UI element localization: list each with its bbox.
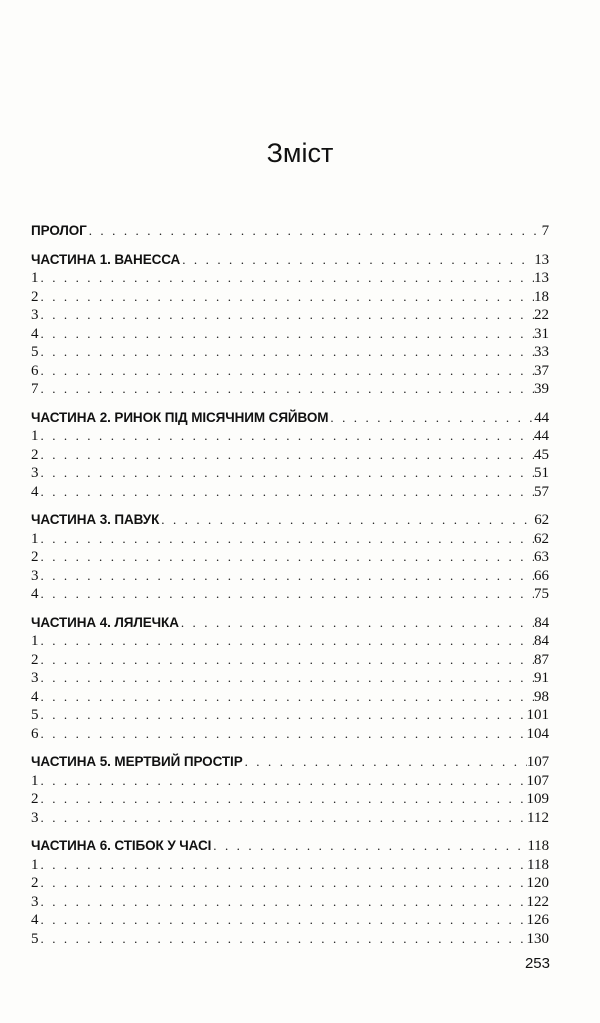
toc-entry[interactable] xyxy=(31,380,549,399)
toc-section xyxy=(31,837,549,948)
dot-leader xyxy=(41,688,535,707)
toc-page-number: 87 xyxy=(534,651,549,668)
toc-page-number: 75 xyxy=(534,586,549,602)
toc-page-number: 22 xyxy=(534,307,549,323)
toc-entry-label: 4 xyxy=(31,483,39,500)
dot-leader xyxy=(41,325,535,344)
toc-heading[interactable] xyxy=(31,222,549,241)
dot-leader xyxy=(41,362,535,381)
toc-section xyxy=(31,222,549,241)
toc-page-number: 44 xyxy=(534,409,549,426)
toc-page-number: 62 xyxy=(534,512,549,528)
toc-entry-label: 3 xyxy=(31,670,39,686)
dot-leader xyxy=(41,548,535,567)
toc-entry[interactable] xyxy=(31,772,549,791)
dot-leader xyxy=(41,772,527,791)
dot-leader xyxy=(41,288,535,307)
toc-page-number: 109 xyxy=(526,791,549,807)
dot-leader xyxy=(41,306,535,325)
dot-leader xyxy=(41,651,535,670)
toc-page-number: 33 xyxy=(534,344,549,360)
toc-page-number: 98 xyxy=(534,688,549,705)
toc-entry[interactable] xyxy=(31,567,549,586)
toc-entry[interactable] xyxy=(31,306,549,325)
toc-page-number: 118 xyxy=(527,856,549,873)
toc-entry[interactable] xyxy=(31,483,549,502)
toc-heading-label: ЧАСТИНА 4. ЛЯЛЕЧКА xyxy=(31,614,179,630)
toc-heading[interactable] xyxy=(31,409,549,428)
toc-entry[interactable] xyxy=(31,930,549,949)
toc-entry[interactable] xyxy=(31,911,549,930)
toc-entry[interactable] xyxy=(31,464,549,483)
toc-entry[interactable] xyxy=(31,669,549,688)
toc-section xyxy=(31,409,549,502)
toc-entry-label: 5 xyxy=(31,344,39,360)
dot-leader xyxy=(161,511,534,530)
toc-entry[interactable] xyxy=(31,343,549,362)
dot-leader xyxy=(41,567,535,586)
dot-leader xyxy=(41,930,527,949)
toc-page-number: 126 xyxy=(526,912,549,928)
toc-entry-label: 4 xyxy=(31,325,39,342)
toc-page-number: 13 xyxy=(534,251,549,268)
toc-heading-label: ЧАСТИНА 5. МЕРТВИЙ ПРОСТІР xyxy=(31,754,243,769)
toc-entry[interactable] xyxy=(31,427,549,446)
toc-entry[interactable] xyxy=(31,893,549,912)
toc-entry[interactable] xyxy=(31,548,549,567)
toc-entry-label: 1 xyxy=(31,856,39,873)
dot-leader xyxy=(41,585,535,604)
dot-leader xyxy=(213,837,527,856)
toc-entry-label: 1 xyxy=(31,772,39,789)
dot-leader xyxy=(41,856,528,875)
toc-entry-label: 1 xyxy=(31,428,39,444)
toc-entry-label: 2 xyxy=(31,791,39,807)
dot-leader xyxy=(41,725,527,744)
toc-page-number: 31 xyxy=(534,325,549,342)
toc-page-number: 63 xyxy=(534,549,549,565)
dot-leader xyxy=(41,669,535,688)
toc-page-number: 84 xyxy=(534,633,549,649)
toc-entry[interactable] xyxy=(31,856,549,875)
dot-leader xyxy=(41,632,535,651)
toc-entry-label: 2 xyxy=(31,549,39,565)
toc-page-number: 57 xyxy=(534,483,549,500)
toc-entry-label: 2 xyxy=(31,875,39,891)
toc-heading-label: ЧАСТИНА 1. ВАНЕССА xyxy=(31,251,181,267)
toc-entry[interactable] xyxy=(31,632,549,651)
dot-leader xyxy=(41,427,535,446)
dot-leader xyxy=(89,222,542,241)
toc-entry-label: 7 xyxy=(31,381,39,397)
toc-heading-label: ЧАСТИНА 2. РИНОК ПІД МІСЯЧНИМ СЯЙВОМ xyxy=(31,409,329,425)
dot-leader xyxy=(41,809,528,828)
toc-heading[interactable] xyxy=(31,251,549,270)
toc-entry-label: 6 xyxy=(31,362,39,379)
dot-leader xyxy=(182,251,534,270)
toc-entry-label: 2 xyxy=(31,446,39,463)
dot-leader xyxy=(41,464,535,483)
toc-heading[interactable] xyxy=(31,753,549,772)
toc-entry[interactable] xyxy=(31,874,549,893)
toc-entry[interactable] xyxy=(31,706,549,725)
toc-entry-label: 3 xyxy=(31,307,39,323)
toc-entry-label: 2 xyxy=(31,288,39,305)
toc-entry-label: 3 xyxy=(31,465,39,481)
toc-section xyxy=(31,251,549,399)
toc-heading[interactable] xyxy=(31,511,549,530)
toc-entry[interactable] xyxy=(31,585,549,604)
toc-section xyxy=(31,753,549,827)
dot-leader xyxy=(41,874,527,893)
toc-entry[interactable] xyxy=(31,790,549,809)
toc-entry-label: 3 xyxy=(31,809,39,826)
toc-entry[interactable] xyxy=(31,288,549,307)
toc-entry[interactable] xyxy=(31,651,549,670)
toc-page-number: 122 xyxy=(526,893,549,910)
toc-page-number: 13 xyxy=(534,270,549,286)
toc-entry[interactable] xyxy=(31,362,549,381)
dot-leader xyxy=(41,483,535,502)
toc-entry-label: 3 xyxy=(31,567,39,584)
toc-page-number: 101 xyxy=(526,707,549,723)
table-of-contents xyxy=(31,222,549,958)
toc-entry-label: 1 xyxy=(31,270,39,286)
toc-page-number: 39 xyxy=(534,381,549,397)
toc-page-number: 84 xyxy=(534,614,549,631)
toc-page-number: 51 xyxy=(534,465,549,481)
toc-page-number: 118 xyxy=(527,838,549,854)
toc-heading-label: ПРОЛОГ xyxy=(31,223,87,238)
dot-leader xyxy=(41,911,527,930)
toc-heading-label: ЧАСТИНА 6. СТІБОК У ЧАСІ xyxy=(31,838,212,853)
toc-page-number: 91 xyxy=(534,670,549,686)
toc-entry[interactable] xyxy=(31,446,549,465)
toc-page-number: 18 xyxy=(534,288,549,305)
toc-entry[interactable] xyxy=(31,325,549,344)
dot-leader xyxy=(41,790,527,809)
dot-leader xyxy=(41,893,527,912)
toc-page-number: 62 xyxy=(534,530,549,547)
toc-entry[interactable] xyxy=(31,530,549,549)
toc-entry[interactable] xyxy=(31,725,549,744)
toc-section xyxy=(31,614,549,744)
toc-page-number: 130 xyxy=(526,930,549,947)
dot-leader xyxy=(330,409,534,428)
dot-leader xyxy=(245,753,527,772)
dot-leader xyxy=(41,343,535,362)
dot-leader xyxy=(41,530,535,549)
toc-entry-label: 5 xyxy=(31,930,39,947)
dot-leader xyxy=(41,706,527,725)
dot-leader xyxy=(181,614,534,633)
dot-leader xyxy=(41,380,535,399)
toc-page-number: 44 xyxy=(534,428,549,444)
toc-entry-label: 1 xyxy=(31,530,39,547)
dot-leader xyxy=(41,269,535,288)
toc-entry-label: 6 xyxy=(31,725,39,742)
toc-entry-label: 4 xyxy=(31,586,39,602)
toc-entry-label: 2 xyxy=(31,651,39,668)
toc-entry-label: 5 xyxy=(31,707,39,723)
toc-page-number: 37 xyxy=(534,362,549,379)
toc-page-number: 104 xyxy=(526,725,549,742)
toc-entry[interactable] xyxy=(31,688,549,707)
toc-page-number: 107 xyxy=(526,754,549,770)
toc-page-number: 45 xyxy=(534,446,549,463)
toc-page-number: 107 xyxy=(526,772,549,789)
toc-entry-label: 3 xyxy=(31,893,39,910)
toc-entry-label: 1 xyxy=(31,633,39,649)
toc-heading[interactable] xyxy=(31,837,549,856)
toc-entry[interactable] xyxy=(31,269,549,288)
toc-page-number: 66 xyxy=(534,567,549,584)
toc-page-number: 112 xyxy=(527,809,549,826)
page-number: 253 xyxy=(524,955,550,972)
toc-section xyxy=(31,511,549,604)
toc-heading[interactable] xyxy=(31,614,549,633)
page-title: Зміст xyxy=(266,138,334,169)
toc-entry-label: 4 xyxy=(31,688,39,705)
toc-entry[interactable] xyxy=(31,809,549,828)
toc-page-number: 120 xyxy=(526,875,549,891)
dot-leader xyxy=(41,446,535,465)
toc-entry-label: 4 xyxy=(31,912,39,928)
toc-heading-label: ЧАСТИНА 3. ПАВУК xyxy=(31,512,160,527)
toc-page-number: 7 xyxy=(541,223,549,239)
